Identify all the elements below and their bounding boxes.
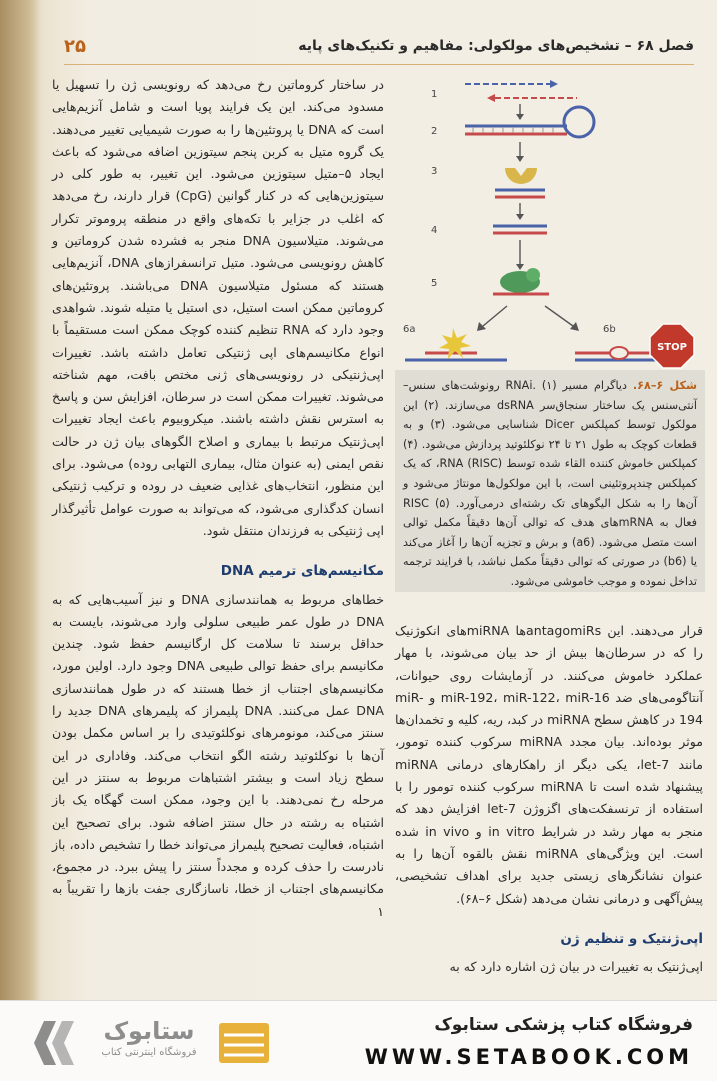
- mrna-cleavage: [405, 328, 507, 360]
- translation-repression: [575, 324, 694, 368]
- left-paragraph-2: خطاهای مربوط به همانندسازی DNA و نیز آسیب‌هایی که به DNA در طول عمر طبیعی سلولی وارد می‌شوند، بایست به حداقل برسند تا سلامت کل ارگانیسم حفظ شود. چندین مکانیسم برای حفظ توالی طبیعی DNA وجود دارد. اولین مورد، مکانیسم‌های اجتناب از خطا هستند که در طول همانندسازی DNA عمل می‌کنند. DNA پلیمراز که پلیمرهای DNA جدید را سنتز می‌کند، مونومرهای نوکلئوتیدی را بر اساس مکمل بودن آن‌ها با نوکلئوتید رشته الگو انتخاب می‌کند. وفاداری در این سطح زیاد است و بیشتر اشتباهات مربوط به سنتز در این مرحله رخ نمی‌دهند. با این وجود، ممکن است گهگاه یک باز اشتباه به رشته در حال سنتز اضافه شود. برای تصحیح این اشتباه، فعالیت تصحیح پلیمراز می‌تواند خطا را تشخیص داده، باز نادرست را حذف کرده و مجدداً سنتز را پیش ببرد. در مجموع، مکانیسم‌های اجتناب از خطا، ناسازگاری جفت بازها را تقریباً به ۱: [52, 591, 385, 919]
- logo-subtitle: فروشگاه اینترنتی کتاب: [101, 1047, 197, 1058]
- sense-antisense-transcripts: [465, 80, 577, 102]
- right-paragraph-1: قرار می‌دهند. این antagomiRsها miRNAهای انکوژنیک را که در سرطان‌ها بیش از حد بیان می‌شوند، با مهار عملکرد خاموش می‌کنند. در آزمایشات روی حیوانات، آنتاگومی‌های ضد miR-192، miR-122، miR-16 و miR-194 در کاهش سطح miRNA در کبد، ریه، کلیه و تخمدان‌ها موثر بوده‌اند. بیان مجدد miRNA سرکوب کننده تومور، مانند let-7، یکی دیگر از راهکارهای درمانی miRNA پیشنهاد شده است تا miRNA سرکوب کننده تومور را با استفاده از ترنسفکت‌های اگزوژن let-7 افزایش دهد که منجر به مهار رشد در شرایط in vitro و in vivo شده است. این ویژگی‌های miRNA نقش بالقوه آن‌ها را به عنوان نشانگرهای زیستی جدید برای اهداف تشخیصی، پیش‌آگهی و درمانی نشان می‌دهد (شکل ۶–۶۸).: [395, 623, 703, 906]
- figure-caption: [395, 370, 705, 592]
- book-spine-shadow: [0, 0, 40, 1000]
- caption-text: دیاگرام مسیر RNAi. (۱) رونوشت‌های سنس–آنتی‌سنس یک ساختار سنجاق‌سر dsRNA می‌سازند. (۲) این مولکول توسط کمپلکس Dicer شناسایی می‌شود. (۳) و به قطعات کوچک به طول ۲۱ تا ۲۴ نوکلئوتید پردازش می‌شود. (۴) کمپلکس خاموش کننده القاء شده توسط RNA (RISC)، که یک کمپلکس چندپروتئینی است، با این مولکول‌ها مونتاژ می‌شود و آن‌ها را به شکل الیگوهای تک رشته‌ای درمی‌آورد. (۵) RISC فعال به mRNAهای هدف که توالی آن‌ها دقیقاً مکمل توالی است متصل می‌شود. (a6) و برش و تجزیه آن‌ها را آغاز می‌کند یا (b6) در صورتی که توالی دقیقاً مکمل نباشد، با فرایند ترجمه تداخل نموده و موجب خاموشی می‌شود.: [403, 379, 698, 588]
- page-header: [64, 38, 694, 60]
- book-stack-icon: [219, 1023, 269, 1063]
- store-name: فروشگاه کتاب پزشکی ستابوک: [434, 1015, 693, 1035]
- step-label-3: 3: [431, 166, 438, 177]
- step-label-6a: 6a: [403, 324, 416, 335]
- step-label-1: 1: [431, 89, 438, 100]
- stop-sign-icon: [650, 324, 694, 368]
- stop-label: STOP: [657, 342, 687, 353]
- dicer-complex: [495, 168, 545, 197]
- step-label-4: 4: [431, 225, 438, 236]
- dsrna-hairpin: [465, 107, 594, 137]
- caption-title: شکل ۶–۶۸.: [632, 379, 697, 392]
- store-footer: [0, 1000, 717, 1081]
- header-divider: [64, 64, 694, 65]
- page-number: ۲۵: [64, 36, 86, 57]
- left-text-column: [52, 74, 384, 923]
- sirna-duplex: [493, 226, 547, 233]
- step-label-6b: 6b: [603, 324, 616, 335]
- chevron-left-icon-2: [52, 1021, 74, 1065]
- left-paragraph-1: در ساختار کروماتین رخ می‌دهد که رونویسی ژن را تسهیل یا مسدود می‌کند. این یک فرایند پویا است و شامل آنزیم‌هایی است که DNA یا پروتئین‌ها را به صورت شیمیایی تغییر می‌دهند. یک گروه متیل به کربن پنجم سیتوزین اضافه می‌شود که باعث ایجاد ۵–متیل سیتوزین می‌شود. این تغییر، به طور کلی در سیتوزین‌هایی که در کنار گوانین (CpG) قرار دارند، رخ می‌دهد که اغلب در جزایر با تکه‌های واقع در منطقه پروموتر تکرار می‌شوند. متیلاسیون DNA منجر به فشرده شدن کروماتین و کاهش رونویسی می‌شود. متیل ترانسفرازهای DNA، آنزیم‌هایی هستند که مسئول متیلاسیون DNA می‌باشند. پروتئین‌های کروماتین ممکن است استیل، دی استیل یا متیله شوند. شواهدی وجود دارد که RNA تنظیم کننده کوچک ممکن است مستقیماً با انواع مکانیسم‌های اپی ژنتیکی تعامل داشته باشد. تغییرات اپی‌ژنتیکی در رونویسی‌های ژنی مختص بافت، مهم شناخته می‌شوند. تغییرات ممکن است در سرطان، افزایش سن و پاسخ به استرس نقش داشته باشند. میکروبیوم باعث ایجاد تغییرات اپی‌ژنتیک مرتبط با بیماری و اصلاح الگوهای بیان ژن در حالت نقص ایمنی (به عنوان مثال، بیماری التهابی روده) می‌شود. برای این منظور، انتخاب‌های غذایی ضعیف در روده و ترکیب ژنتیکی انسان کدگذاری می‌شود، که می‌تواند به صورت عوامل تأثیرگذار اپی ژنتیکی به فرزندان منتقل شود.: [52, 77, 385, 538]
- setabook-logo[interactable]: [24, 1013, 274, 1073]
- step-label-5: 5: [431, 278, 438, 289]
- risc-complex: [493, 268, 549, 294]
- right-text-column: [395, 620, 703, 978]
- right-paragraph-2: اپی‌ژنتیک به تغییرات در بیان ژن اشاره دارد که به: [449, 959, 703, 975]
- section-heading-epigenetics: اپی‌ژنتیک و تنظیم ژن: [560, 930, 703, 947]
- step-label-2: 2: [431, 126, 438, 137]
- rnai-diagram: [395, 70, 705, 370]
- chapter-title: فصل ۶۸ – تشخیص‌های مولکولی: مفاهیم و تکنیک‌های پایه: [298, 38, 694, 54]
- section-heading-dna-repair: مکانیسم‌های ترمیم DNA: [220, 563, 384, 580]
- rnai-pathway-figure: [395, 70, 705, 370]
- store-url-link[interactable]: WWW.SETABOOK.COM: [364, 1045, 693, 1069]
- logo-wordmark: ستابوک: [103, 1017, 195, 1045]
